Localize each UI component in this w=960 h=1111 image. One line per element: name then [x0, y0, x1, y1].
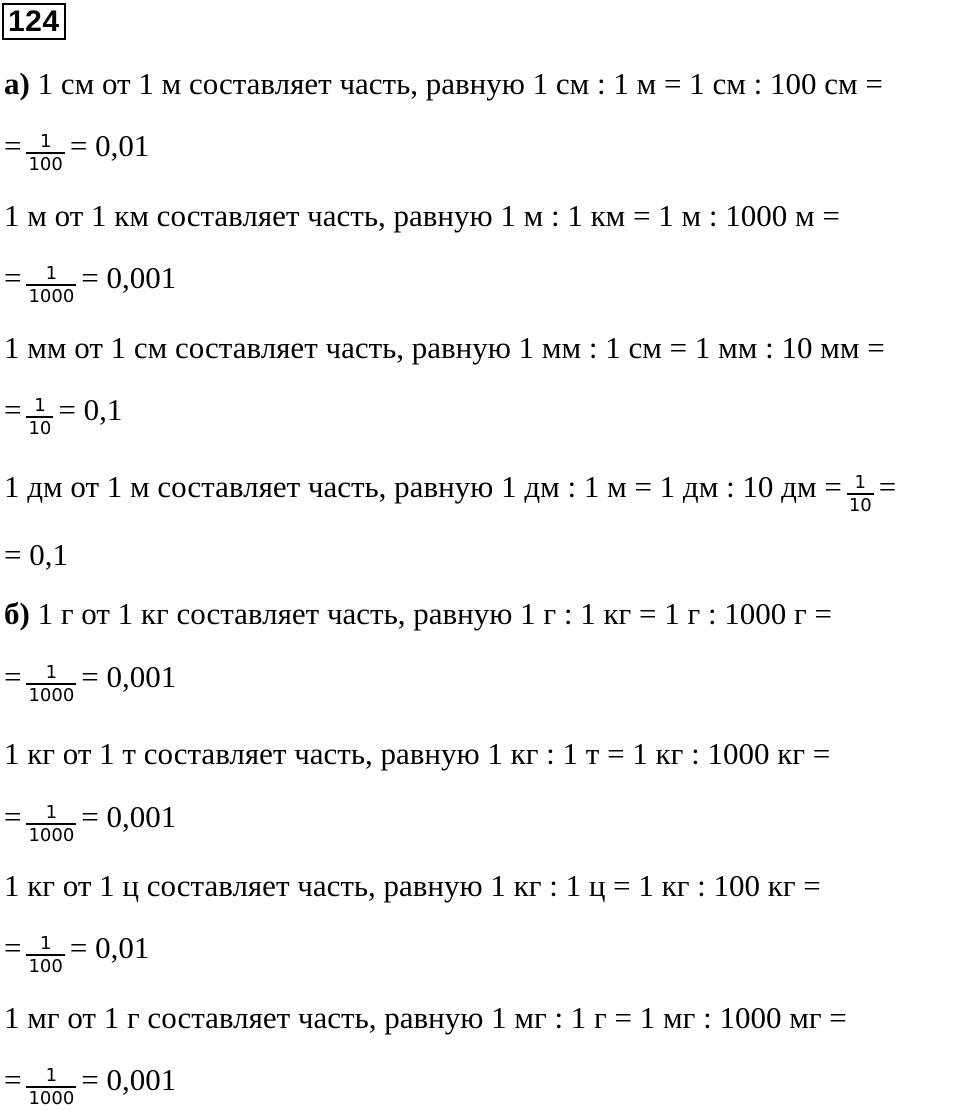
part-a-item-1-line-2 [4, 126, 150, 175]
fraction-numerator: 1 [45, 262, 58, 284]
part-a-item-2-line-2 [4, 258, 177, 307]
part-a-item-3-line-1 [4, 328, 885, 368]
statement-text: 1 кг от 1 ц составляет часть, равную 1 кг : 1 ц = 1 кг : 100 кг = [4, 868, 821, 903]
part-a-item-3-line-2 [4, 390, 123, 439]
result-text: = 0,001 [81, 260, 177, 295]
fraction-denominator: 10 [28, 417, 52, 439]
fraction-denominator: 1000 [28, 1087, 75, 1109]
part-a-label: а) [4, 66, 30, 101]
result-text: = 0,001 [81, 1062, 177, 1097]
part-b-item-3-line-1 [4, 866, 821, 906]
fraction-denominator: 1000 [28, 684, 75, 706]
fraction [26, 1065, 76, 1109]
equals-sign: = [4, 392, 22, 427]
part-a-item-4-line-2 [4, 535, 68, 575]
part-a-item-2-line-1 [4, 196, 840, 236]
result-text: = 0,01 [69, 930, 150, 965]
part-b-item-4-line-2 [4, 1060, 177, 1109]
fraction-denominator: 100 [28, 153, 63, 175]
statement-text: 1 м от 1 км составляет часть, равную 1 м : 1 км = 1 м : 1000 м = [4, 198, 840, 233]
statement-text: 1 г от 1 кг составляет часть, равную 1 г : 1 кг = 1 г : 1000 г = [37, 596, 832, 631]
result-text: = 0,01 [69, 128, 150, 163]
statement-text: 1 см от 1 м составляет часть, равную 1 см : 1 м = 1 см : 100 см = [37, 66, 883, 101]
fraction [26, 802, 76, 846]
result-text: = 0,001 [81, 659, 177, 694]
fraction-numerator: 1 [854, 471, 866, 493]
fraction-numerator: 1 [45, 661, 58, 683]
fraction [26, 662, 76, 706]
equals-sign: = [4, 930, 22, 965]
equals-sign: = [4, 128, 22, 163]
part-b-label: б) [4, 596, 30, 631]
statement-text: 1 кг от 1 т составляет часть, равную 1 кг : 1 т = 1 кг : 1000 кг = [4, 736, 831, 771]
part-b-item-3-line-2 [4, 928, 150, 977]
problem-number: 124 [2, 3, 66, 40]
fraction-numerator: 1 [45, 801, 58, 823]
statement-text: 1 дм от 1 м составляет часть, равную 1 дм : 1 м = 1 дм : 10 дм = [4, 469, 842, 504]
part-b-item-4-line-1 [4, 998, 847, 1038]
fraction-denominator: 1000 [28, 285, 75, 307]
part-b-item-2-line-2 [4, 797, 177, 846]
fraction-numerator: 1 [39, 932, 52, 954]
result-text: = 0,001 [81, 799, 177, 834]
fraction [26, 395, 53, 439]
fraction [26, 933, 64, 977]
equals-sign: = [4, 260, 22, 295]
fraction-denominator: 100 [28, 955, 63, 977]
fraction [26, 131, 64, 175]
fraction-numerator: 1 [45, 1064, 58, 1086]
fraction-numerator: 1 [39, 130, 52, 152]
result-text: = 0,1 [58, 392, 123, 427]
part-b-item-1-line-2 [4, 657, 177, 706]
equals-sign: = [4, 1062, 22, 1097]
statement-text: 1 мг от 1 г составляет часть, равную 1 мг : 1 г = 1 мг : 1000 мг = [4, 1000, 847, 1035]
part-b-item-2-line-1 [4, 734, 830, 774]
equals-sign: = [878, 469, 897, 504]
part-a-item-1-line-1 [4, 64, 883, 104]
equals-sign: = [4, 799, 22, 834]
fraction [847, 472, 874, 516]
statement-text: 1 мм от 1 см составляет часть, равную 1 мм : 1 см = 1 мм : 10 мм = [4, 330, 885, 365]
part-b-item-1-line-1 [4, 594, 832, 634]
part-a-item-4-line-1 [4, 467, 897, 516]
fraction-numerator: 1 [34, 394, 46, 416]
fraction-denominator: 1000 [28, 824, 75, 846]
equals-sign: = [4, 659, 22, 694]
result-text: = 0,1 [4, 537, 68, 572]
fraction [26, 263, 76, 307]
fraction-denominator: 10 [848, 494, 872, 516]
